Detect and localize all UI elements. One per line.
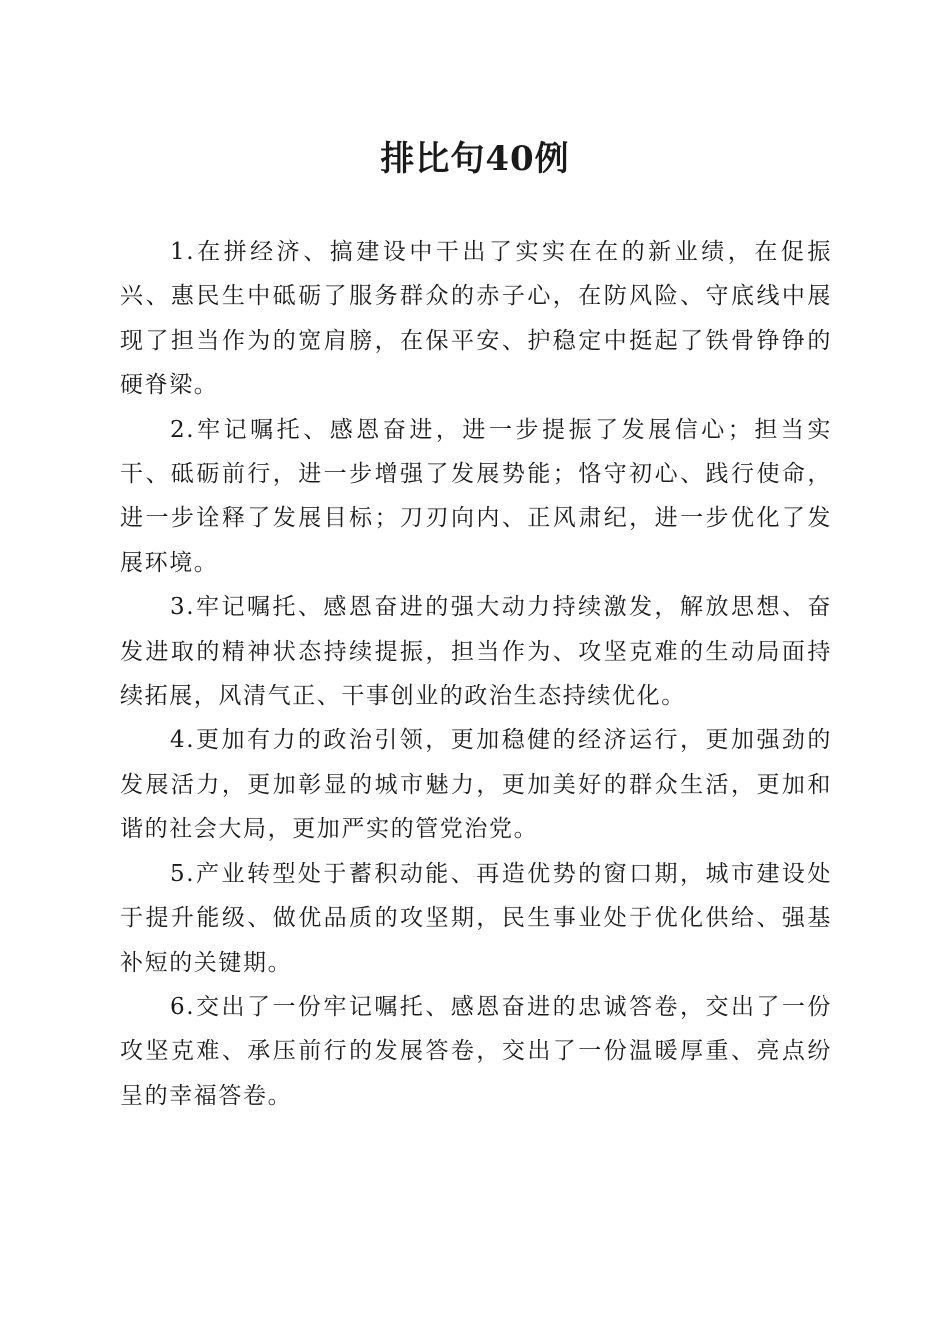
paragraph-2: 2.牢记嘱托、感恩奋进，进一步提振了发展信心；担当实干、砥砺前行，进一步增强了发展势能；恪守初心、践行使命，进一步诠释了发展目标；刀刃向内、正风肃纪，进一步优化了发展环境。 <box>120 416 832 576</box>
document-body <box>120 230 832 1118</box>
document-title: 排比句40例 <box>380 139 570 179</box>
paragraph-6: 6.交出了一份牢记嘱托、感恩奋进的忠诚答卷，交出了一份攻坚克难、承压前行的发展答卷，交出了一份温暖厚重、亮点纷呈的幸福答卷。 <box>120 993 832 1109</box>
paragraph-4: 4.更加有力的政治引领，更加稳健的经济运行，更加强劲的发展活力，更加彰显的城市魅力，更加美好的群众生活，更加和谐的社会大局，更加严实的管党治党。 <box>120 727 832 843</box>
paragraph-1: 1.在拼经济、搞建设中干出了实实在在的新业绩，在促振兴、惠民生中砥砺了服务群众的赤子心，在防风险、守底线中展现了担当作为的宽肩膀，在保平安、护稳定中挺起了铁骨铮铮的硬脊梁。 <box>120 239 832 399</box>
paragraph-5: 5.产业转型处于蓄积动能、再造优势的窗口期，城市建设处于提升能级、做优品质的攻坚期，民生事业处于优化供给、强基补短的关键期。 <box>120 860 832 976</box>
paragraph-3: 3.牢记嘱托、感恩奋进的强大动力持续激发，解放思想、奋发进取的精神状态持续提振，担当作为、攻坚克难的生动局面持续拓展，风清气正、干事创业的政治生态持续优化。 <box>120 594 832 710</box>
